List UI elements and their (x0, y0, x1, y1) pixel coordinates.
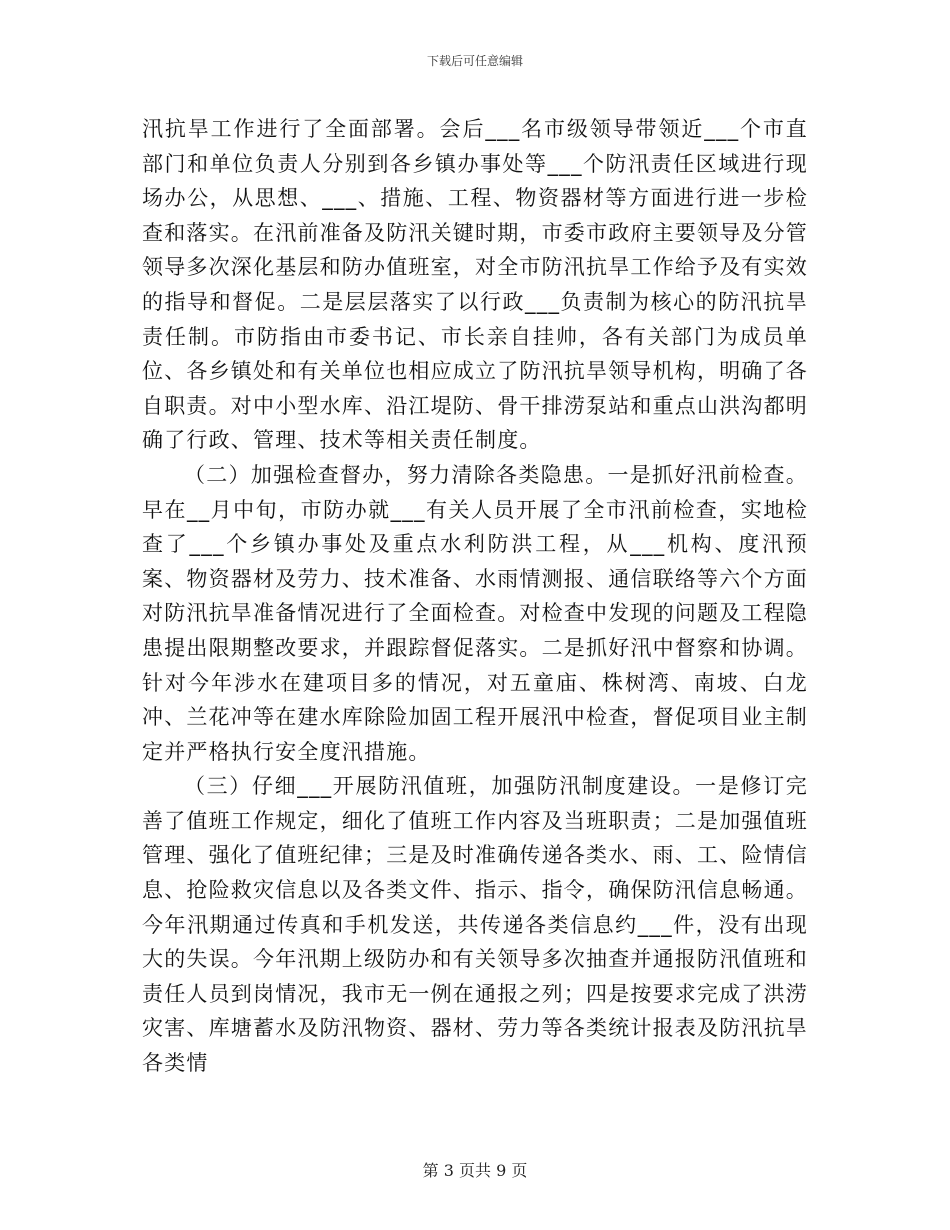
page-header: 下载后可任意编辑 (426, 54, 523, 68)
paragraph-2: （二）加强检查督办，努力清除各类隐患。一是抓好汛前检查。早在__月中旬，市防办就___有关人员开展了全市汛前检查，实地检查了___个乡镇办事处及重点水利防洪工程，从___机构、度汛预案、物资器材及劳力、技术准备、水雨情测报、通信联络等六个方面对防汛抗旱准备情况进行了全面检查。对检查中发现的问题及工程隐患提出限期整改要求，并跟踪督促落实。二是抓好汛中督察和协调。针对今年涉水在建项目多的情况，对五童庙、株树湾、南坡、白龙冲、兰花冲等在建水库除险加固工程开展汛中检查，督促项目业主制定并严格执行安全度汛措施。 (142, 462, 808, 764)
document-body (142, 112, 808, 1081)
paragraph-1: 汛抗旱工作进行了全面部署。会后___名市级领导带领近___个市直部门和单位负责人分别到各乡镇办事处等___个防汛责任区域进行现场办公，从思想、___、措施、工程、物资器材等方面进行进一步检查和落实。在汛前准备及防汛关键时期，市委市政府主要领导及分管领导多次深化基层和防办值班室，对全市防汛抗旱工作给予及有实效的指导和督促。二是层层落实了以行政___负责制为核心的防汛抗旱责任制。市防指由市委书记、市长亲自挂帅，各有关部门为成员单位、各乡镇处和有关单位也相应成立了防汛抗旱领导机构，明确了各自职责。对中小型水库、沿江堤防、骨干排涝泵站和重点山洪沟都明确了行政、管理、技术等相关责任制度。 (142, 117, 808, 453)
paragraph-3: （三）仔细___开展防汛值班，加强防汛制度建设。一是修订完善了值班工作规定，细化了值班工作内容及当班职责；二是加强值班管理、强化了值班纪律；三是及时准确传递各类水、雨、工、险情信息、抢险救灾信息以及各类文件、指示、指令，确保防汛信息畅通。今年汛期通过传真和手机发送，共传递各类信息约___件，没有出现大的失误。今年汛期上级防办和有关领导多次抽查并通报防汛值班和责任人员到岗情况，我市无一例在通报之列；四是按要求完成了洪涝灾害、库塘蓄水及防汛物资、器材、劳力等各类统计报表及防汛抗旱各类情 (142, 774, 808, 1076)
page-footer: 第 3 页共 9 页 (422, 1161, 528, 1180)
